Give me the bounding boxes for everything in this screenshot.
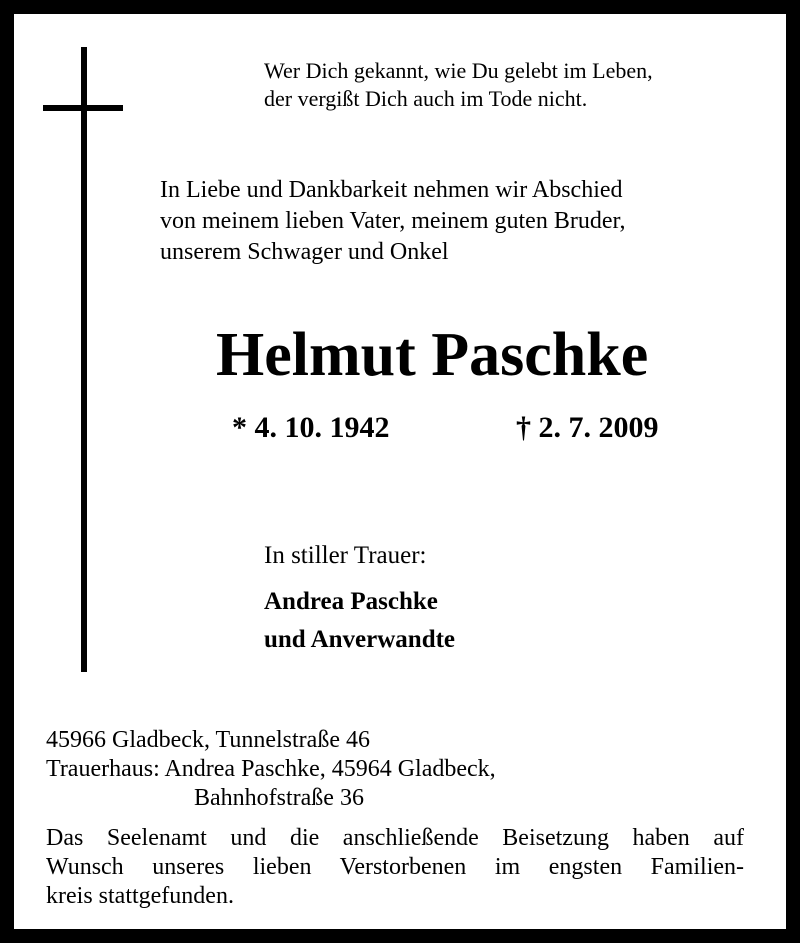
birth-date: * 4. 10. 1942	[232, 411, 390, 444]
mourner-relatives: und Anverwandte	[264, 626, 456, 653]
cross-icon-bar	[43, 105, 123, 111]
service-note	[46, 824, 744, 911]
motto-line-1: Wer Dich gekannt, wie Du gelebt im Leben,	[264, 58, 653, 83]
address-line-1: 45966 Gladbeck, Tunnelstraße 46	[46, 727, 370, 753]
address-line-3: Bahnhofstraße 36	[194, 785, 364, 811]
death-date: † 2. 7. 2009	[516, 411, 659, 444]
mourner-name: Andrea Paschke	[264, 588, 438, 615]
motto-line-2: der vergißt Dich auch im Tode nicht.	[264, 86, 588, 111]
intro-line-2: von meinem lieben Vater, meinem guten Bruder,	[160, 208, 626, 234]
intro-line-1: In Liebe und Dankbarkeit nehmen wir Abschied	[160, 177, 623, 203]
mourners-intro: In stiller Trauer:	[264, 542, 427, 569]
service-note-line-3: kreis stattgefunden.	[46, 883, 234, 909]
intro-line-3: unserem Schwager und Onkel	[160, 239, 449, 265]
service-note-line-2: Wunsch unseres lieben Verstorbenen im engsten Familien-	[46, 854, 744, 880]
deceased-name: Helmut Paschke	[216, 321, 649, 389]
address-line-2: Trauerhaus: Andrea Paschke, 45964 Gladbeck,	[46, 756, 496, 782]
service-note-line-1: Das Seelenamt und die anschließende Beisetzung haben auf	[46, 825, 744, 851]
cross-icon	[81, 47, 87, 672]
